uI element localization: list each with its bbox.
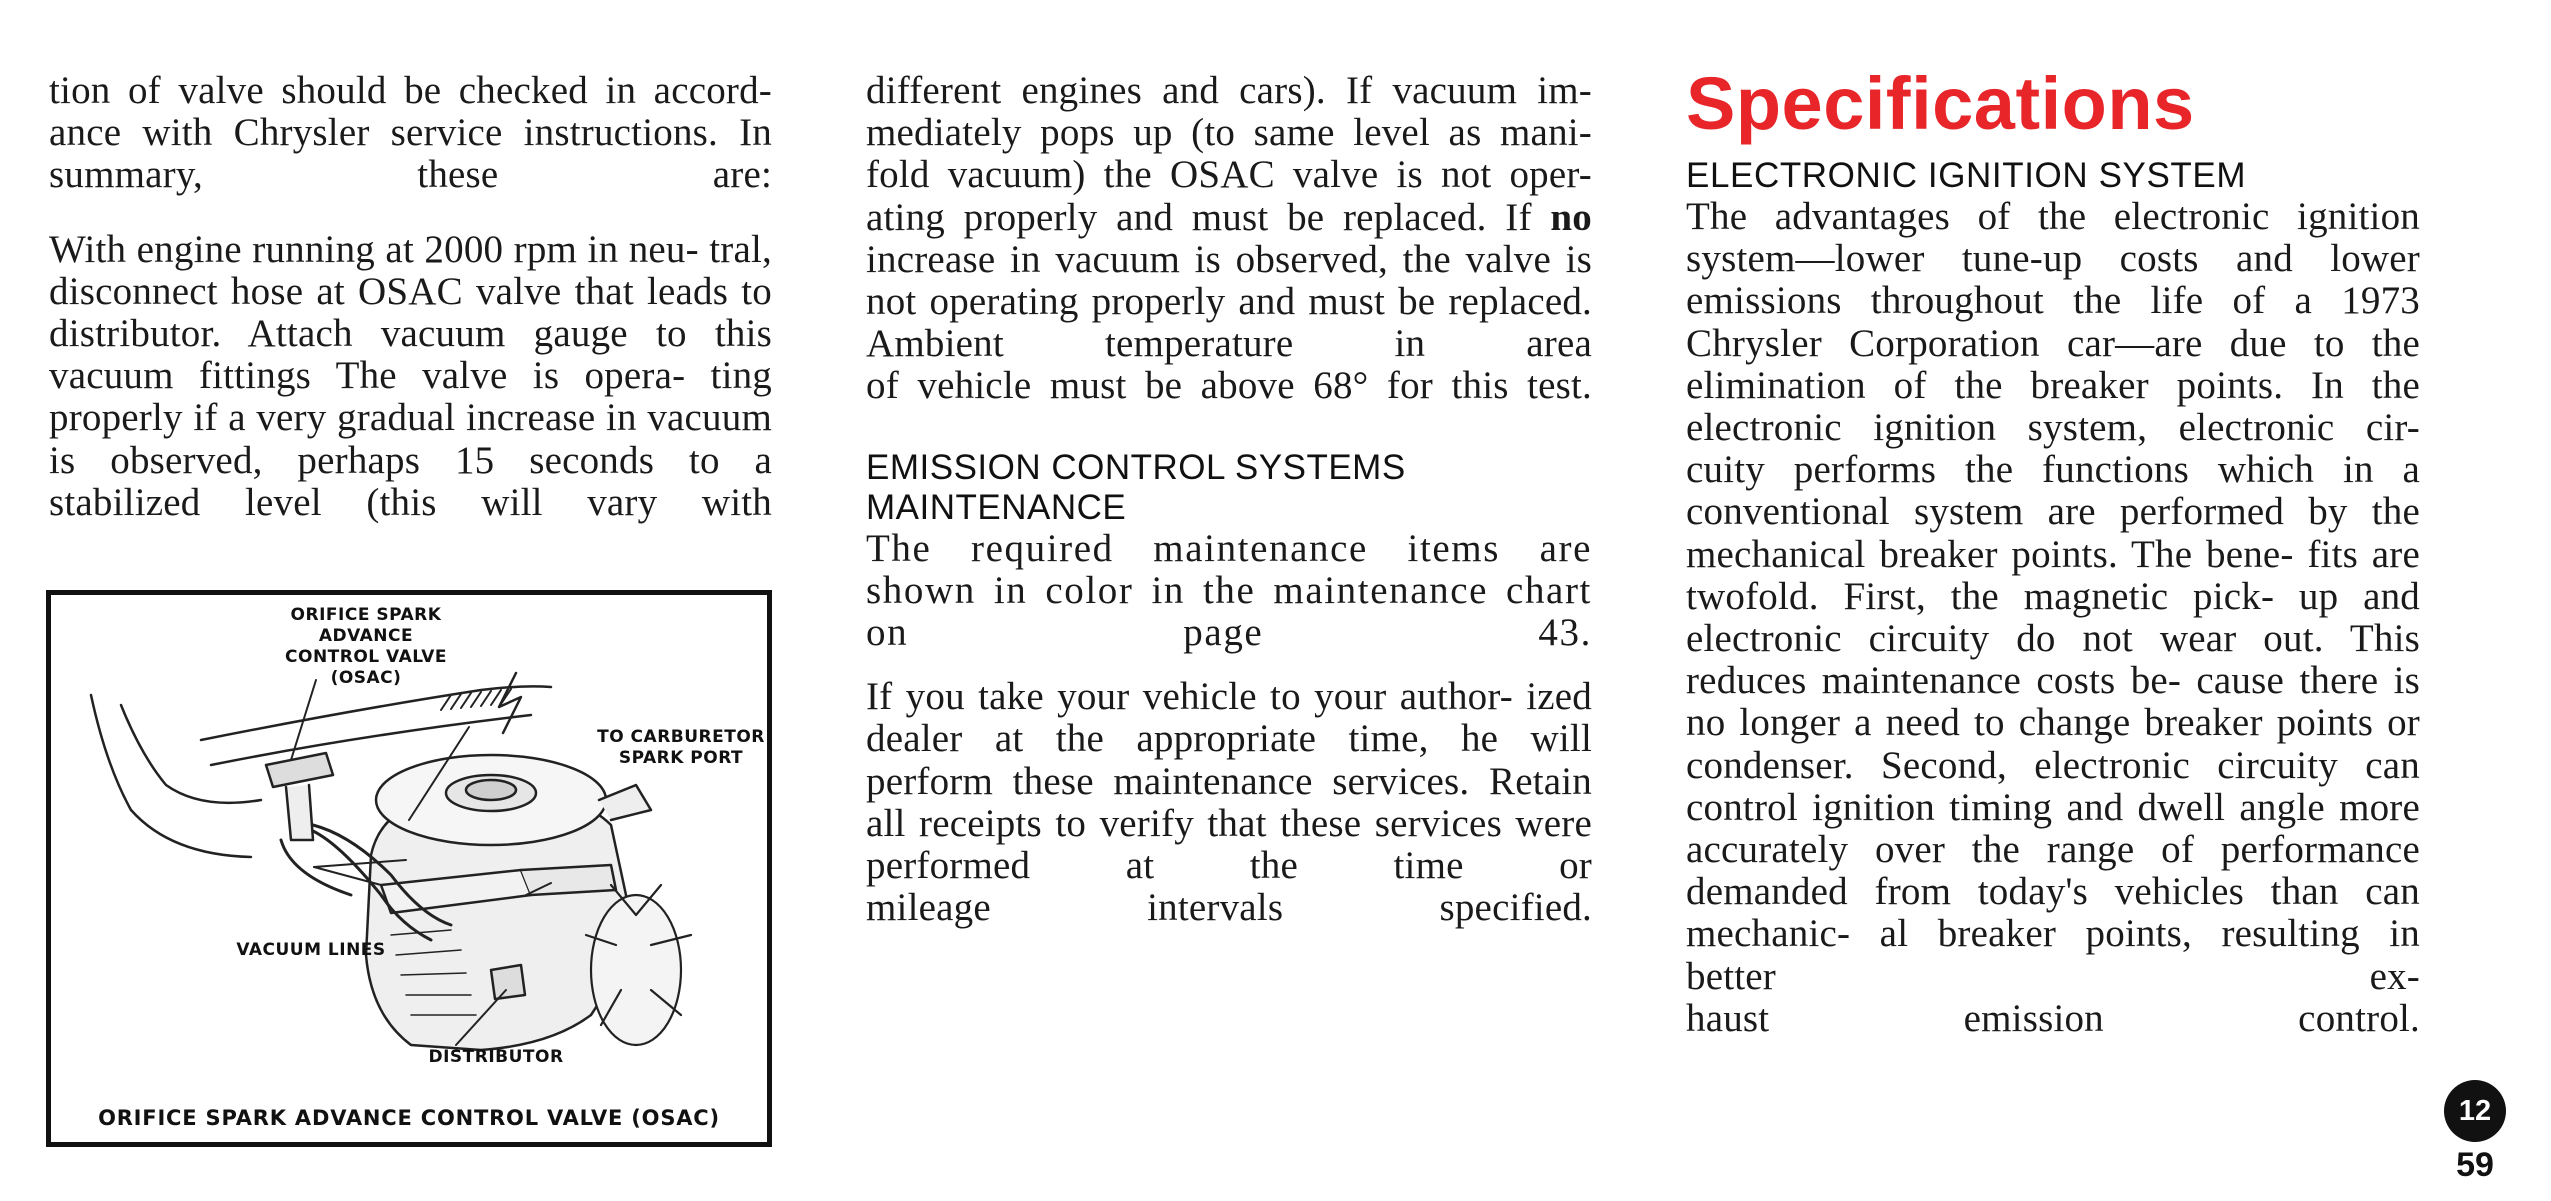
label-osac: ORIFICE SPARK ADVANCE CONTROL VALVE (OSAC) bbox=[285, 605, 447, 688]
middle-paragraph-1 bbox=[866, 70, 1592, 408]
middle-paragraph-2 bbox=[866, 528, 1592, 655]
page-number: 59 bbox=[2456, 1146, 2494, 1184]
middle-paragraph-3-text: If you take your vehicle to your author- ized dealer at the appropriate time, he will perform these maintenance services. Retain all receipts to verify that these services were performed at the time or bbox=[866, 675, 1592, 888]
middle-paragraph-1-text-b: increase in vacuum is observed, the valve is not operating properly and must be replaced. Ambient temperature in area bbox=[866, 237, 1592, 366]
figure-caption: ORIFICE SPARK ADVANCE CONTROL VALVE (OSAC) bbox=[98, 1106, 720, 1130]
left-column bbox=[49, 70, 772, 524]
electronic-ignition-heading: ELECTRONIC IGNITION SYSTEM bbox=[1686, 156, 2247, 195]
right-column bbox=[1686, 62, 2420, 1040]
label-distributor: DISTRIBUTOR bbox=[428, 1047, 564, 1067]
left-paragraph-1-text: tion of valve should be checked in accord- ance with Chrysler service instructions. In bbox=[49, 69, 772, 155]
middle-column bbox=[866, 70, 1592, 929]
middle-paragraph-2-last-line: on page 43. bbox=[866, 611, 1592, 655]
label-vacuum-lines: VACUUM LINES bbox=[236, 940, 386, 960]
left-paragraph-2-text: With engine running at 2000 rpm in neu- tral, disconnect hose at OSAC valve that leads to distributor. Attach vacuum gauge to this vacuum fittings The valve is opera- ting properly if a very gradual increase in vacuum is observed, perhaps 15 seconds to a stabilized level (this will vary with bbox=[49, 227, 772, 524]
middle-paragraph-2-text: The required maintenance items are shown in color in the maintenance chart bbox=[866, 526, 1592, 612]
osac-figure bbox=[46, 590, 772, 1147]
middle-paragraph-1-text-a: different engines and cars). If vacuum im- mediately pops up (to same level as mani- fold vacuum) the OSAC valve is not oper- ating properly and must be replaced. If bbox=[866, 69, 1592, 239]
chapter-badge: 12 bbox=[2444, 1080, 2506, 1142]
left-paragraph-1-last-line: summary, these are: bbox=[49, 153, 772, 197]
left-paragraph-1 bbox=[49, 70, 772, 197]
left-paragraph-2 bbox=[49, 229, 772, 524]
right-paragraph-1-last-line: haust emission control. bbox=[1686, 996, 2420, 1040]
emphasis-no: no bbox=[1550, 195, 1592, 239]
middle-paragraph-1-last-line: of vehicle must be above 68° for this test. bbox=[866, 364, 1592, 408]
middle-paragraph-3-last-line: mileage intervals specified. bbox=[866, 886, 1592, 930]
label-carburetor-spark-port: TO CARBURETOR SPARK PORT bbox=[597, 727, 765, 768]
specifications-title: Specifications bbox=[1686, 62, 2195, 145]
right-paragraph-1-text: The advantages of the electronic ignition system—lower tune-up costs and lower emissions throughout the life of a 1973 Chrysler Corporation car—are due to the elimination of the breaker points. In the electronic ignition system, electronic cir- cuity performs the functions which in a conventional system are performed by the mechanical breaker points. The bene- fits are twofold. First, the magnetic pick- up and electronic circuity do not wear out. This reduces maintenance costs be- cause there is no longer a need to change breaker points or condenser. Second, electronic circuity can control ignition timing and dwell angle more accurately over the range of performance demanded from today's vehicles than can mechanic- al breaker points, resulting in better ex- bbox=[1686, 195, 2420, 998]
right-paragraph-1 bbox=[1686, 196, 2420, 1040]
middle-paragraph-3 bbox=[866, 676, 1592, 929]
emission-control-heading: EMISSION CONTROL SYSTEMS MAINTENANCE bbox=[866, 447, 1406, 527]
